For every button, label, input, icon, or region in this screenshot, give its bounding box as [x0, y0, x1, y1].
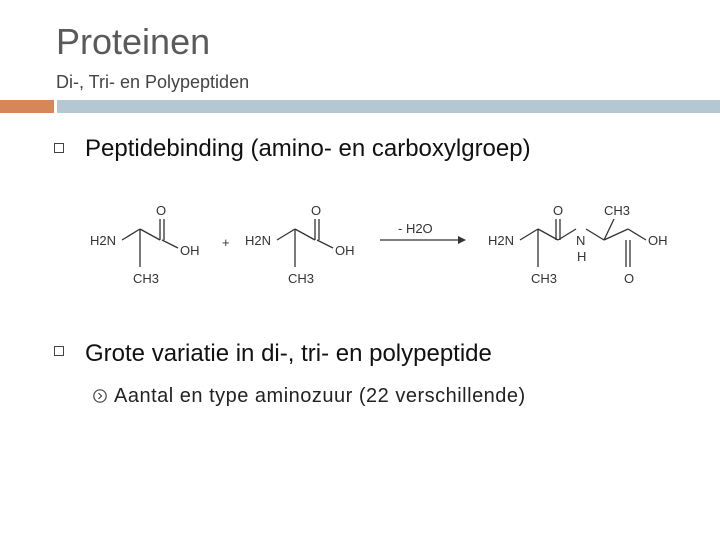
reactant1-amine: H2N [90, 233, 117, 248]
bullet-text-variatie: Grote variatie in di-, tri- en polypeptide [85, 340, 492, 367]
reactant1-oxygen: O [156, 203, 167, 218]
bullet-square-icon [54, 143, 64, 153]
reactant1-methyl: CH3 [133, 271, 160, 286]
circle-arrow-icon [92, 388, 108, 404]
title-rule [57, 100, 720, 113]
product-hydroxyl: OH [648, 233, 668, 248]
arrow-label: - H2O [398, 221, 433, 236]
reactant2-amine: H2N [245, 233, 272, 248]
product-nh-nitrogen: N [576, 233, 586, 248]
bullet-square-icon [54, 346, 64, 356]
sub-bullet [92, 384, 526, 408]
reactant2-methyl: CH3 [288, 271, 315, 286]
reactant2-oxygen: O [311, 203, 322, 218]
product-acid-oxygen: O [624, 271, 635, 286]
slide-subtitle: Di-, Tri- en Polypeptiden [56, 72, 250, 92]
reactant1-hydroxyl: OH [180, 243, 200, 258]
product-amine: H2N [488, 233, 515, 248]
peptide-reaction-diagram [0, 195, 720, 305]
bullet-text-peptidebinding: Peptidebinding (amino- en carboxylgroep) [85, 135, 531, 162]
product-methyl-right: CH3 [604, 203, 631, 218]
product-methyl-left: CH3 [531, 271, 558, 286]
accent-bar [0, 100, 54, 113]
sub-bullet-text: Aantal en type aminozuur (22 verschillende) [114, 385, 526, 407]
slide-title: Proteinen [56, 21, 211, 62]
reactant2-hydroxyl: OH [335, 243, 355, 258]
plus-sign: + [222, 235, 230, 250]
product-nh-hydrogen: H [577, 249, 587, 264]
product-amide-oxygen: O [553, 203, 564, 218]
